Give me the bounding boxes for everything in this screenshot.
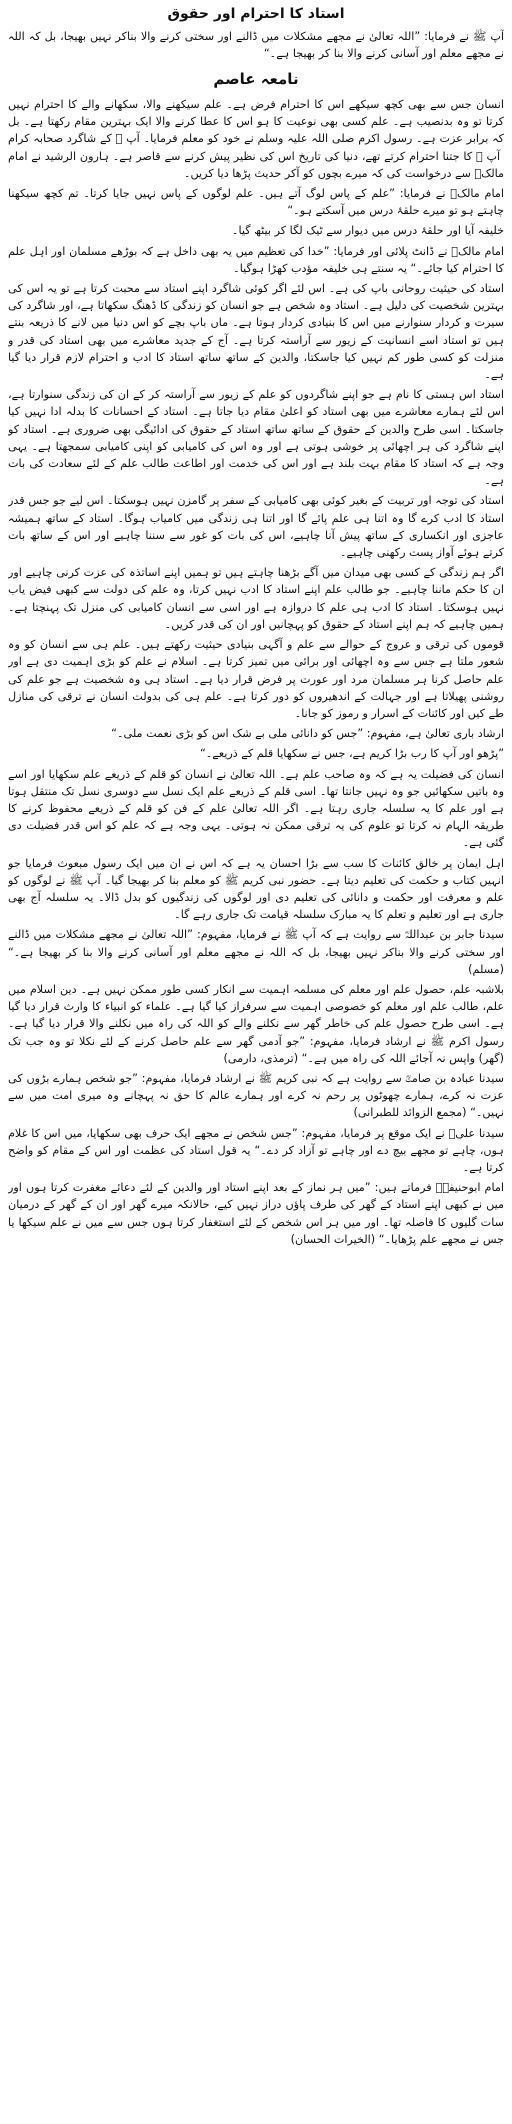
article-paragraph: قوموں کی ترقی و عروج کے حوالے سے علم و آگہی بنیادی حیثیت رکھتے ہیں۔ علم ہی سے انسان کو وہ شعور ملتا ہے جس سے وہ اچھائی اور برائی میں تمیز کرتا ہے۔ اسلام نے علم کو بڑی اہمیت دی ہے اور علم حاصل کرنا ہر مسلمان مرد اور عورت پر فرض قرار دیا ہے۔ استاد ہی وہ شخصیت ہے جو علم کی روشنی پھیلاتا ہے اور جہالت کے اندھیروں کو دور کرتا ہے۔ علم ہی کی بدولت انسان نے ترقی کی منازل طے کیں اور کائنات کے اسرار و رموز کو جانا۔ <box>8 638 504 720</box>
article-paragraph: سیدنا علیؓ نے ایک موقع پر فرمایا، مفہوم: ”جس شخص نے مجھے ایک حرف بھی سکھایا، میں اس کا غلام ہوں، چاہے تو مجھے بیچ دے اور چاہے تو آزاد کر دے۔“ یہ قول استاد کی عظمت اور اس کے مقام کو واضح کرتا ہے۔ <box>8 1126 504 1174</box>
article-paragraph: استاد اس ہستی کا نام ہے جو اپنے شاگردوں کو علم کے زیور سے آراستہ کر کے ان کی زندگی سنوارتا ہے، اس لئے ہمارے معاشرے میں بھی استاد کو اعلیٰ مقام دیا جاتا ہے۔ استاد کے احسانات کا بدلہ ادا نہیں کیا جاسکتا۔ اسی طرح والدین کے حقوق کے ساتھ ساتھ استاد کے حقوق کی ادائیگی بھی ضروری ہے۔ استاد کو اپنے شاگرد کی ہر اچھائی پر خوشی ہوتی ہے اور وہ اس کی کامیابی کو اپنی کامیابی سمجھتا ہے۔ یہی وجہ ہے کہ استاد کا مقام بہت بلند ہے اور اس کی خدمت اور اطاعت طالب علم کے لئے سعادت کی بات ہے۔ <box>8 388 504 488</box>
article-paragraph: استاد کی حیثیت روحانی باپ کی ہے۔ اس لئے اگر کوئی شاگرد اپنے استاد سے محبت کرتا ہے تو یہ اس کی بہترین شخصیت کی دلیل ہے۔ استاد وہ شخص ہے جو انسان کو زندگی کا ڈھنگ سکھاتا ہے، اور شاگرد کی سیرت و کردار سنوارنے میں اس کا بنیادی کردار ہوتا ہے۔ ماں باپ بچے کو اس دنیا میں لانے کا ذریعہ بنتے ہیں تو استاد اسے انسانیت کے زیور سے آراستہ کرتا ہے۔ آج کے جدید معاشرے میں بھی استاد کی قدر و منزلت کو کسی طور کم نہیں کیا جاسکتا، والدین کے ساتھ ساتھ استاد کا ادب و احترام لازم قرار دیا گیا ہے۔ <box>8 282 504 382</box>
hadith-paragraph: سیدنا عبادہ بن صامتؓ سے روایت ہے کہ نبی کریم ﷺ نے ارشاد فرمایا، مفہوم: ”جو شخص ہمارے بڑوں کی عزت نہ کرے، ہمارے چھوٹوں پر رحم نہ کرے اور ہمارے عالم کا حق نہ پہچانے وہ میری امت میں سے نہیں۔“ (مجمع الزوائد للطبرانی) <box>8 1071 504 1120</box>
hadith-paragraph: سیدنا جابر بن عبداللہؓ سے روایت ہے کہ آپ ﷺ نے فرمایا، مفہوم: ”اللہ تعالیٰ نے مجھے مشکلات میں ڈالنے اور سختی کرنے والا بناکر نہیں بھیجا، بل کہ اللہ نے مجھے معلم اور آسانی کرنے والا بنا کر بھیجا ہے۔“ (مسلم) <box>8 928 504 976</box>
article-paragraph: اہل ایمان پر خالق کائنات کا سب سے بڑا احسان یہ ہے کہ اس نے ان میں ایک رسول مبعوث فرمایا جو انہیں کتاب و حکمت کی تعلیم دیتا ہے۔ حضور نبی کریم ﷺ کو معلم بنا کر بھیجا گیا۔ آپ ﷺ نے لوگوں کو علم و معرفت اور حکمت و دانائی کی تعلیم دی اور لوگوں کی زندگیوں کو بدل ڈالا۔ یہ سلسلہ آج بھی جاری ہے اور تعلیم و تعلم کا یہ مبارک سلسلہ قیامت تک جاری رہے گا۔ <box>8 856 504 922</box>
quran-quote: ارشاد باری تعالیٰ ہے، مفہوم: ”جس کو دانائی ملی بے شک اس کو بڑی نعمت ملی۔“ <box>111 727 504 741</box>
article-paragraph: انسان جس سے بھی کچھ سیکھے اس کا احترام فرض ہے۔ علم سیکھنے والا، سکھانے والے کا احترام نہیں کرتا تو وہ بدنصیب ہے۔ علم کسی بھی نوعیت کا ہو اس کا عطا کرنے والا ایک بہترین مقام رکھتا ہے۔ بل کہ برابر عزت ہے۔ رسول اکرم صلی اللہ علیہ وسلم نے خود کو معلم فرمایا۔ آپ ﷺ کے شاگرد صحابہ کرام ؓ آپ ﷺ کا جتنا احترام کرتے تھے، دنیا کی تاریخ اس کی نظیر پیش کرنے سے قاصر ہے۔ ہارون الرشید نے امام مالکؒ سے درخواست کی کہ میرے بچوں کو آکر حدیث پڑھا دیا کریں۔ <box>8 98 504 180</box>
article-paragraph: امام مالکؒ نے فرمایا: ”علم کے پاس لوگ آتے ہیں۔ علم لوگوں کے پاس نہیں جایا کرتا۔ تم کچھ سیکھنا چاہتے ہو تو میرے حلقۂ درس میں آسکتے ہو۔“ <box>8 187 504 218</box>
article-paragraph: خلیفہ آیا اور حلقۂ درس میں دیوار سے ٹیک لگا کر بیٹھ گیا۔ <box>231 224 504 238</box>
article-page <box>8 4 504 2116</box>
article-paragraph: امام ابوحنیفہؒ فرماتے ہیں: ”میں ہر نماز کے بعد اپنے استاد اور والدین کے لئے دعائے مغفرت کرتا ہوں اور میں نے کبھی اپنے استاد کے گھر کی طرف پاؤں دراز نہیں کیے، حالانکہ میرے گھر اور ان کے گھر کے درمیان سات گلیوں کا فاصلہ تھا۔ اور میں ہر اس شخص کے لئے استغفار کرتا ہوں جس سے میں نے علم سیکھا یا جس نے مجھے علم پڑھایا۔“ (الخیرات الحسان) <box>8 1181 504 1246</box>
article-lead-quote: آپ ﷺ نے فرمایا: ”اللہ تعالیٰ نے مجھے مشکلات میں ڈالنے اور سختی کرنے والا بناکر نہیں بھیجا، بل کہ اللہ نے مجھے معلم اور آسانی کرنے والا بنا کر بھیجا ہے۔“ <box>8 30 504 60</box>
article-paragraph: اگر ہم زندگی کے کسی بھی میدان میں آگے بڑھنا چاہتے ہیں تو ہمیں اپنے اساتذہ کی عزت کرنی چاہیے اور ان کا حکم ماننا چاہیے۔ جو طالب علم اپنے استاد کا ادب نہیں کرتا، وہ علم کی دولت سے کبھی فیض یاب نہیں ہوسکتا۔ استاد کا ادب ہی علم کا دروازہ ہے اور اسی سے انسان کامیابی کی منزل تک پہنچتا ہے۔ ہمیں چاہیے کہ ہم اپنے استاد کے حقوق کو پہچانیں اور ان کی قدر کریں۔ <box>8 566 504 631</box>
article-paragraph: امام مالکؒ نے ڈانٹ پلائی اور فرمایا: ”خدا کی تعظیم میں یہ بھی داخل ہے کہ بوڑھے مسلمان اور اہل علم کا احترام کیا جائے۔“ یہ سنتے ہی خلیفہ مؤدب کھڑا ہوگیا۔ <box>8 244 504 275</box>
article-paragraph: استاد کی توجہ اور تربیت کے بغیر کوئی بھی کامیابی کے سفر پر گامزن نہیں ہوسکتا۔ اس لیے جو جس قدر استاد کا ادب کرے گا وہ اتنا ہی علم پائے گا اور اتنا ہی زندگی میں کامیاب ہوگا۔ استاد کے ساتھ ہمیشہ عاجزی اور انکساری کے ساتھ پیش آنا چاہیے، اس کی بات کو غور سے سننا چاہیے اور اس کے ساتھ بات کرتے ہوئے آواز پست رکھنی چاہیے۔ <box>8 494 504 560</box>
article-paragraph: بلاشبہ علم، حصول علم اور معلم کی مسلمہ اہمیت سے انکار کسی طور ممکن نہیں ہے۔ دین اسلام میں علم، طالب علم اور معلم کو خصوصی اہمیت سے سرفراز کیا گیا ہے۔ علماء کو انبیاء کا وارث قرار دیا گیا ہے۔ اسی طرح حصول علم کی خاطر گھر سے نکلنے والے کو اللہ کی راہ میں نکلنے والا قرار دیا گیا ہے۔ رسول اکرم ﷺ نے ارشاد فرمایا، مفہوم: ”جو آدمی گھر سے علم حاصل کرنے کے لئے نکلا تو وہ جب تک (گھر) واپس نہ آجائے اللہ کی راہ میں ہے۔“ (ترمذی، دارمی) <box>8 982 504 1065</box>
article-paragraph: انسان کی فضیلت یہ ہے کہ وہ صاحب علم ہے۔ اللہ تعالیٰ نے انسان کو قلم کے ذریعے علم سکھایا اور اسے وہ باتیں سکھائیں جو وہ نہیں جانتا تھا۔ اسی قلم کے ذریعے علم ایک نسل سے دوسری نسل تک منتقل ہوتا ہے اور علم کا یہ سلسلہ جاری رہتا ہے۔ اگر اللہ تعالیٰ علم کے فن کو قلم کے ذریعے محفوظ کرنے کا طریقہ الہام نہ کرتا تو علوم کی یہ ترقی ممکن نہ ہوتی۔ یہی وجہ ہے کہ علم کو اس قدر فضیلت دی گئی ہے۔ <box>8 767 504 850</box>
article-title: استاد کا احترام اور حقوق <box>167 6 345 22</box>
author-name: نامعہ عاصم <box>213 70 299 88</box>
quran-quote: ”پڑھو اور آپ کا رب بڑا کریم ہے، جس نے سکھایا قلم کے ذریعے۔“ <box>199 747 504 761</box>
